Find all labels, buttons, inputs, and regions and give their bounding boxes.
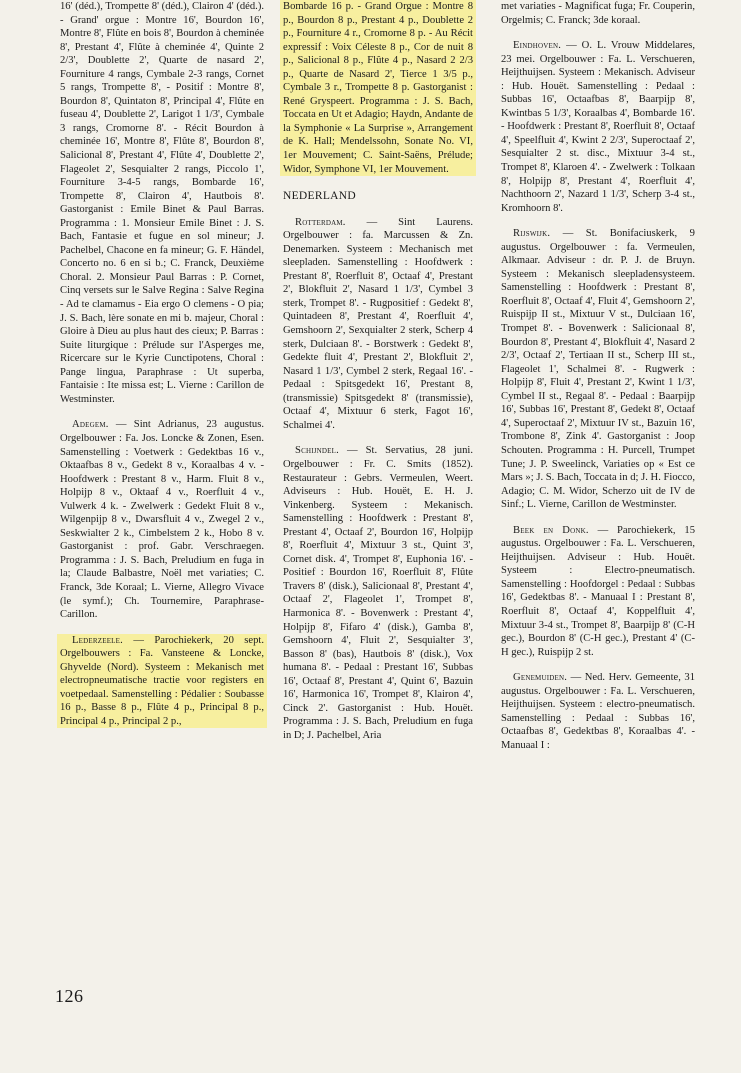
entry-text: — Sint Adrianus, 23 augustus. Orgelbouwer : Fa. Jos. Loncke & Zonen, Esen. Samenstelling : Voetwerk : Gedektbas 16 v., Oktaafbas 8 v., Gedekt 8 v., Koraalbas 4 v. - Hoofdwerk : Prestant 8 v., Harm. Fluit 8 v., Holpijp 8 v., Oktaaf 4 v., Roerfluit 4 v., Vulwerk 4 k. - Zwelwerk : Gedekt Fluit 8 v., Wilgenpijp 8 v., Dwarsfluit 4 v., Zwegel 2 v., Seskwialter 2 k., Cimbelstem 2 k., Hobo 8 v. Gastorganist : prof. Gabr. Verschraegen. Programma : J. S. Bach, Preludium en fuga in la; Claude Balbastre, Noël met variaties; C. Franck, 3de Koraal; L. Vierne, Allegro Vivace (le symf.); Ch. Tournemire, Paraphrase-Carillon. xyxy=(60,419,265,621)
article-text xyxy=(280,216,476,433)
entry-text: — St. Servatius, 28 juni. Orgelbouwer : Fr. C. Smits (1852). Restaurateur : Gebrs. Vermeulen, Weert. Adviseurs : Hub. Houët, E. H. J. Vinkenberg. Systeem : Mekanisch. Samenstelling : Hoofdwerk : Prestant 8', Prestant 4', Octaaf 2', Bourdon 16', Holpijp 8', Roerfluit 4', Mixtuur 3 st., Quint 3', Cornet disk. 4', Trompet 8', Euphonia 16'. - Positief : Bourdon 16', Roerfluit 8', Flûte Travers 8' (disk.), Salicionaal 8', Prestant 4', Octaaf 2', Flageolet 1', Trompet 8', Harmonica 8'. - Bovenwerk : Prestant 4', Holpijp 8', Fifaro 4' (disk.), Gamba 8', Gemshoorn 4', Fluit 2', Sesquialter 3', Basson 8' (bas), Hautbois 8' (disk.), Vox humana 8'. - Pedaal : Prestant 16', Subbas 16', Octaaf 8', Prestant 4', Quint 6', Bazuin 16', Harmonica 16', Trompet 8', Klairon 4', Cinck 2'. Gastorganist : Hub. Houët. Programma : J. S. Bach, Preludium en fuga in D; J. Pachelbel, Aria xyxy=(283,445,473,741)
paragraph xyxy=(501,524,695,659)
place-name: Genemuiden. xyxy=(513,672,568,684)
paragraph xyxy=(501,39,695,215)
place-name: Eindhoven. xyxy=(513,40,562,52)
paragraph xyxy=(283,216,473,433)
place-name: Lederzeele. xyxy=(72,634,123,646)
entry-text: — Parochiekerk, 15 augustus. Orgelbouwer : Fa. L. Verschueren, Heijthuijsen. Adviseur : Hub. Houët. Systeem : Electro-pneumatisch. Samenstelling : Hoofdorgel : Pedaal : Subbas 16', Gedektbas 8'. - Manuaal I : Prestant 8', Roerfluit 8', Octaaf 4', Koppelfluit 4', Mixtuur 3-4 st., Trompet 8', Baarpijp 8' (C-H gec.), Bourdon 8' (C-H gec.), Prestant 4' (C-H gec.), Ruispijp 2 st. xyxy=(501,524,695,658)
text-column-3 xyxy=(498,0,698,764)
entry-text: — Parochiekerk, 20 sept. Orgelbouwers : Fa. Vansteene & Loncke, Ghyvelde (Nord). Systeem : Mekanisch met electropneumatische tractie voor registers en voetpedaal. Samenstelling : Pédalier : Soubasse 16 p., Basse 8 p., Flûte 4 p., Principal 8 p., Principal 4 p., Principal 2 p., xyxy=(60,634,264,727)
entry-text: — Ned. Herv. Gemeente, 31 augustus. Orgelbouwer : Fa. L. Verschueren, Heijthuijsen. Systeem : electro-pneumatisch. Samenstelling : Pedaal : Subbas 16', Octaafbas 8', Gedektbas 8', Koraalbas 4'. - Manuaal I : xyxy=(501,672,695,751)
entry-text: — St. Bonifaciuskerk, 9 augustus. Orgelbouwer : fa. Vermeulen, Alkmaar. Adviseur : dr. P. J. de Bruyn. Systeem : Mekanisch sleepladensysteem. Samenstelling : Hoofdwerk : Prestant 8', Roerfluit 8', Octaaf 4', Fluit 4', Gemshoorn 2', Ruispijp II st., Mixtuur V st., Dulciaan 16', Trompet 8'. - Bovenwerk : Salicionaal 8', Bourdon 8', Prestant 4', Blokfluit 4', Nasard 2 2/3', Octaaf 2', Tertiaan II st., Scherp III st., Flageolet 1', Schalmei 8'. - Rugwerk : Holpijp 8', Fluit 4', Prestant 2', Kwint 1 1/3', Cymbel II st., Regaal 8'. - Pedaal : Baarpijp 16', Subbas 16', Prestant 8', Gedekt 8', Octaaf 4', Superoctaaf 2', Mixtuur IV st., Bazuin 16', Trombone 8', Zink 4'. Gastorganist : Joop Schouten. Programma : H. Purcell, Trumpet Tune; J. P. Sweelinck, Variaties op « Est ce Mars »; J. S. Bach, Toccata in d; J. H. Fiocco, Adagio; C. M. Widor, Scherzo uit de IV de Sinf.; L. Vierne, Carillon de Westminster. xyxy=(501,228,695,511)
article-text xyxy=(57,0,267,406)
article-text xyxy=(498,671,698,752)
place-name: Adegem. xyxy=(72,419,109,431)
place-name: Beek en Donk. xyxy=(513,524,589,536)
text-column-1 xyxy=(57,0,267,740)
place-name: Rotterdam. xyxy=(295,216,346,228)
article-text xyxy=(498,39,698,215)
entry-text: — Sint Laurens. Orgelbouwer : fa. Marcussen & Zn. Denemarken. Systeem : Mechanisch met sleepladen. Samenstelling : Hoofdwerk : Prestant 8', Roerfluit 8', Octaaf 4', Prestant 2', Blokfluit 2', Nasard 1 1/3', Cymbel 3 sterk, Trompet 8'. - Rugpositief : Gedekt 8', Quintadeen 8', Prestant 4', Roerfluit 4', Gemshoorn 2', Sexquialter 2 sterk, Scherp 4 sterk, Dulciaan 8'. - Borstwerk : Gedekt 8', Gedekte fluit 4', Prestant 2', Blokfluit 2', Nasard 1 1/3', Cymbel 2 sterk, Regaal 16'. - Pedaal : Spitsgedekt 16', Prestant 8, (transmissie) Spitsgedekt 8' (transmissie), Octaaf 4', Mixtuur 6 sterk, Fagot 16', Schalmei 4'. xyxy=(283,216,473,431)
highlighted-article-text xyxy=(57,634,267,729)
country-heading: NEDERLAND xyxy=(283,190,356,203)
article-text xyxy=(498,524,698,659)
paragraph xyxy=(283,444,473,742)
place-name: Rijswijk. xyxy=(513,228,551,240)
paragraph: 16' (déd.), Trompette 8' (déd.), Clairon 4' (déd.). - Grand' orgue : Montre 16', Bourdon 16', Montre 8', Flûte en bois 8', Bourdon à cheminée 8', Prestant 4', Flûte à cheminée 4', Quinte 2 2/3', Doublette 2', Quarte de nasard 2', Fourniture 4 rangs, Cymbale 2-3 rangs, Cornet 5 rangs, Trompette 8', - Positif : Montre 8', Bourdon 8', Quintaton 8', Principal 4', Flûte en fuseau 4', Doublette 2', Larigot 1 1/3', Cymbale 3 rangs, Cromorne 8'. - Récit Bourdon à cheminée 16', Montre 8', Flûte 8', Bourdon 8', Salicional 8', Prestant 4', Flûte 4', Doublette 2', Flageolet 2', Sesquialter 2 rangs, Piccolo 1', Fourniture 3-4-5 rangs, Bombarde 16', Trompette 8', Clairon 4', Hautbois 8'. Gastorganist : Emile Binet & Paul Barras. Programma : 1. Monsieur Emile Binet : J. S. Bach, Fantasie et fugue en sol mineur; J. Pachelbel, Chacone en fa mineur; G. F. Händel, Concerto no. 6 en si b.; C. Franck, Deuxième Choral. 2. Monsieur Paul Barras : P. Cornet, Cinq versets sur le Salve Regina : Salve Regina - Ad te clamamus - Eia ergo O clemens - O pia; J. S. Bach, lère sonate en mi b. majeur, Choral : Gloire à Dieu au plus haut des cieux; P. Barras : Suite liturgique : Prélude sur l'Asperges me, Ricercare sur le Kyrie Cunctipotens, Choral : Pange lingua, Paraphrase : Ut superba, Fantaisie : Ite missa est; L. Vierne : Carillon de Westminster. xyxy=(60,1,264,405)
paragraph xyxy=(501,227,695,511)
article-text xyxy=(57,418,267,621)
article-text xyxy=(280,444,476,742)
paragraph xyxy=(501,671,695,752)
page-number: 126 xyxy=(55,986,84,1006)
entry-text: — O. L. Vrouw Middelares, 23 mei. Orgelbouwer : Fa. L. Verschueren, Heijthuijsen. Systeem : Mekanisch. Adviseur : Hub. Houët. Samenstelling : Pedaal : Subbas 16', Octaafbas 8', Baarpijp 8', Kwintbas 5 1/3', Koraalbas 4', Bombarde 16'. - Hoofdwerk : Prestant 8', Roerfluit 8', Octaaf 4', Speelfluit 4', Kwint 2 2/3', Superoctaaf 2', Sesquialter 2 st. disc., Mixtuur 3-4 st., Trompet 8', Klaroen 4'. - Zwelwerk : Tolkaan 8', Holpijp 8', Prestant 4', Roerfluit 4', Nachthoorn 2', Nazard 1 1/3', Scherp 3-4 st., Kromhoorn 8'. xyxy=(501,40,695,214)
paragraph xyxy=(60,418,264,621)
paragraph: Bombarde 16 p. - Grand Orgue : Montre 8 p., Bourdon 8 p., Prestant 4 p., Doublette 2 p., Fourniture 4 r., Cromorne 8 p. - Au Récit expressif : Voix Céleste 8 p., Cor de nuit 8 p., Salicional 8 p., Flûte 4 p., Nasard 2 2/3 p., Quarte de Nasard 2', Tierce 1 3/5 p., Cymbale 3 r., Trompette 8 p. Gastorganist : René Gryspeert. Programma : J. S. Bach, Toccata en Ut et Adagio; Haydn, Andante de la Symphonie « La Surprise », Arrangement de K. Hall; Mendelssohn, Sonate No. VI, 1er Mouvement; C. Saint-Saëns, Prélude; Widor, Symphone VI, 1er Mouvement. xyxy=(283,1,473,175)
highlighted-article-text xyxy=(280,0,476,176)
paragraph: met variaties - Magnificat fuga; Fr. Couperin, Orgelmis; C. Franck; 3de koraal. xyxy=(501,1,695,26)
article-text xyxy=(498,0,698,27)
text-column-2 xyxy=(280,0,476,754)
place-name: Schijndel. xyxy=(295,445,339,457)
paragraph xyxy=(60,634,264,729)
article-text xyxy=(498,227,698,511)
